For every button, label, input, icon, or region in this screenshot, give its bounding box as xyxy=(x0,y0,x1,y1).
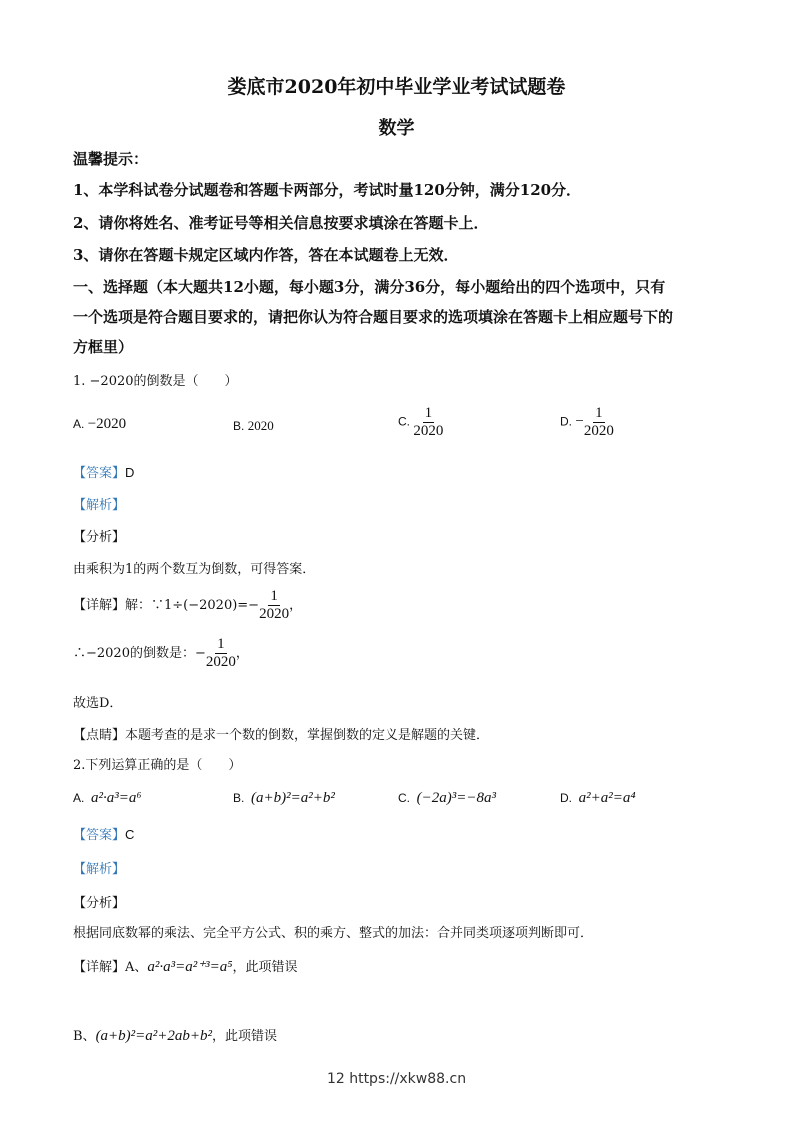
q2-detail-b: B、(a+b)²=a²+2ab+b²，此项错误 xyxy=(73,1028,278,1044)
q2-option-a: A. a²·a³=a⁶ xyxy=(73,790,142,806)
question-2-stem: 2.下列运算正确的是（ ） xyxy=(73,758,242,773)
q1-dianjing: 【点睛】本题考查的是求一个数的倒数，掌握倒数的定义是解题的关键． xyxy=(73,728,490,743)
tip-line: 1、本学科试卷分试题卷和答题卡两部分，考试时量120分钟，满分120分． xyxy=(73,181,582,199)
page-footer: 12 https://xkw88.cn xyxy=(326,1071,467,1087)
q1-option-a: A. −2020 xyxy=(73,416,127,432)
q2-answer: 【答案】C xyxy=(73,827,135,842)
q2-option-b: B. (a+b)²=a²+b² xyxy=(233,790,335,806)
tip-line: 3、请你在答题卡规定区域内作答，答在本试题卷上无效． xyxy=(73,246,459,264)
q1-option-c: C. $\frac{1}{2020}$ xyxy=(398,405,444,439)
q2-analysis-tag: 【解析】 xyxy=(73,861,126,876)
tip-line: 2、请你将姓名、准考证号等相关信息按要求填涂在答题卡上． xyxy=(73,214,489,232)
q1-therefore: ∴−2020的倒数是：− $\frac{1}{2020}$ ， xyxy=(73,636,249,670)
q1-fenxi-text: 由乘积为1的两个数互为倒数，可得答案． xyxy=(73,562,316,577)
q1-answer: 【答案】D xyxy=(73,465,135,480)
q1-fenxi-tag: 【分析】 xyxy=(73,530,126,545)
subject-title: 数学 xyxy=(378,118,415,139)
q1-analysis-tag: 【解析】 xyxy=(73,497,126,512)
section-heading: 一、选择题（本大题共12小题，每小题3分，满分36分，每小题给出的四个选项中，只有 xyxy=(73,278,666,296)
page-title: 娄底市2020年初中毕业学业考试试题卷 xyxy=(227,76,566,98)
q2-option-d: D. a²+a²=a⁴ xyxy=(560,790,636,806)
tips-heading: 温馨提示： xyxy=(73,150,149,168)
q2-option-c: C. (−2a)³=−8a³ xyxy=(398,790,497,806)
section-heading: 一个选项是符合题目要求的，请把你认为符合题目要求的选项填涂在答题卡上相应题号下的 xyxy=(73,308,674,326)
q2-fenxi-tag: 【分析】 xyxy=(73,896,126,911)
section-heading: 方框里） xyxy=(73,338,134,356)
question-1-stem: 1. −2020的倒数是（ ） xyxy=(73,374,238,389)
q1-choose: 故选D． xyxy=(73,696,123,711)
q2-detail-a: 【详解】A、a²·a³=a²⁺³=a⁵，此项错误 xyxy=(73,959,298,975)
q1-option-d: D. − $\frac{1}{2020}$ xyxy=(560,405,614,439)
q1-detail: 【详解】解：∵1÷(−2020)=− $\frac{1}{2020}$ ， xyxy=(73,588,303,622)
q1-option-b: B. 2020 xyxy=(233,418,274,433)
q2-fenxi-text: 根据同底数幂的乘法、完全平方公式、积的乘方、整式的加法：合并同类项逐项判断即可． xyxy=(73,926,594,941)
